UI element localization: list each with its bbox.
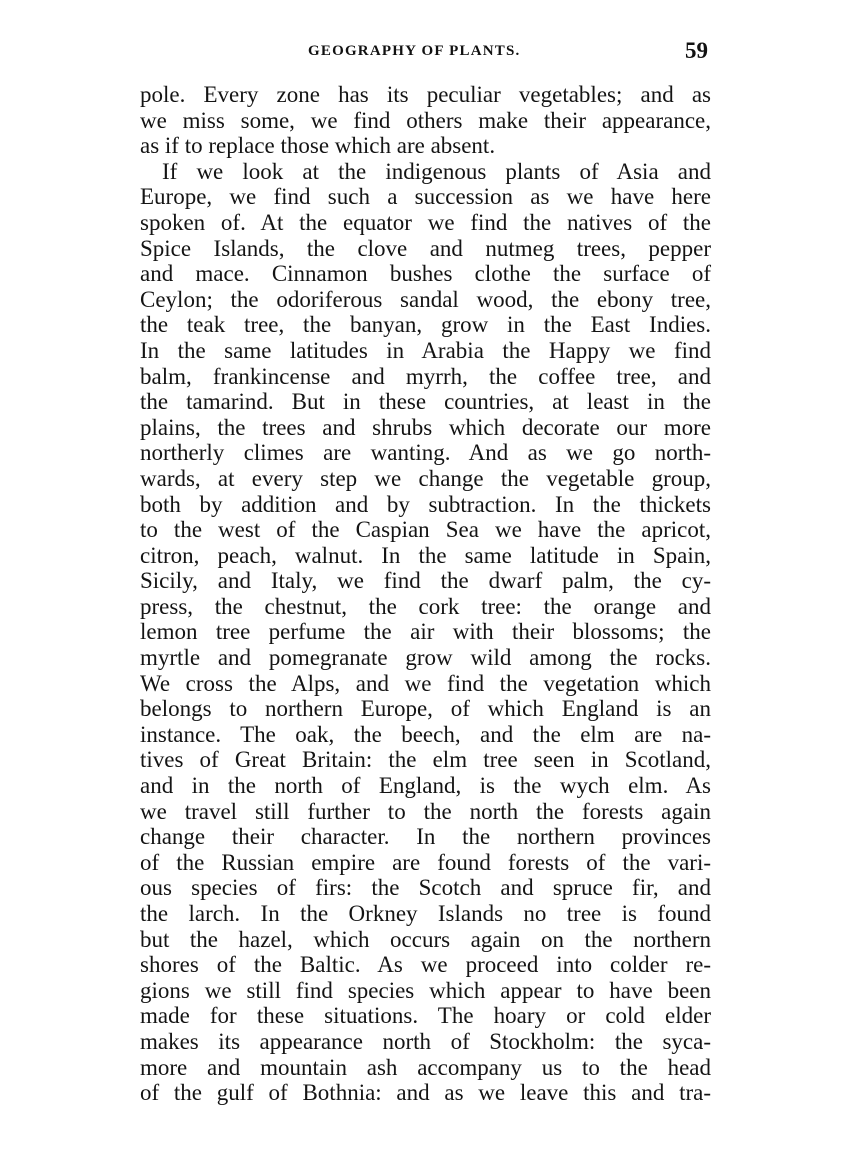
text-line: the larch. In the Orkney Islands no tree is found: [140, 901, 711, 926]
text-line: gions we still find species which appear to have been: [140, 977, 711, 1003]
text-line: the teak tree, the banyan, grow in the East Indies.: [140, 312, 711, 338]
text-line: as if to replace those which are absent.: [140, 133, 496, 159]
text-line: Sicily, and Italy, we find the dwarf palm, the cy-: [140, 568, 711, 594]
text-line: of the gulf of Bothnia: and as we leave this and tra-: [140, 1080, 711, 1106]
text-line: If we look at the indigenous plants of Asia and: [162, 158, 711, 184]
text-line: citron, peach, walnut. In the same latitude in Spain,: [140, 542, 711, 568]
text-line: to the west of the Caspian Sea we have the apricot,: [140, 517, 711, 543]
text-line: tives of Great Britain: the elm tree seen in Scotland,: [140, 747, 711, 773]
text-line: spoken of. At the equator we find the natives of the: [140, 209, 711, 235]
text-line: instance. The oak, the beech, and the elm are na-: [140, 721, 711, 747]
text-line: Europe, we find such a succession as we have here: [140, 184, 711, 210]
text-line: Spice Islands, the clove and nutmeg trees, pepper: [140, 235, 711, 261]
text-line: press, the chestnut, the cork tree: the orange and: [140, 593, 711, 619]
text-line: ous species of firs: the Scotch and spruce fir, and: [140, 875, 711, 901]
text-line: In the same latitudes in Arabia the Happy we find: [140, 337, 711, 363]
text-line: Ceylon; the odoriferous sandal wood, the ebony tree,: [140, 286, 711, 312]
text-line: northerly climes are wanting. And as we go north-: [140, 440, 711, 466]
running-head: [140, 40, 710, 70]
running-title: GEOGRAPHY OF PLANTS.: [308, 43, 521, 59]
text-line: lemon tree perfume the air with their blossoms; the: [140, 619, 711, 645]
text-line: the tamarind. But in these countries, at least in the: [140, 389, 711, 415]
text-line: more and mountain ash accompany us to the head: [140, 1054, 711, 1080]
text-line: shores of the Baltic. As we proceed into colder re-: [140, 952, 711, 978]
text-line: plains, the trees and shrubs which decorate our more: [140, 414, 711, 440]
text-line: balm, frankincense and myrrh, the coffee tree, and: [140, 363, 711, 389]
text-line: belongs to northern Europe, of which England is an: [140, 696, 711, 722]
text-line: we miss some, we find others make their appearance,: [140, 107, 711, 133]
text-line: both by addition and by subtraction. In the thickets: [140, 491, 711, 517]
text-line: and mace. Cinnamon bushes clothe the surface of: [140, 261, 711, 287]
text-line: and in the north of England, is the wych elm. As: [140, 773, 711, 799]
text-line: but the hazel, which occurs again on the northern: [140, 926, 711, 952]
text-line: change their character. In the northern provinces: [140, 824, 711, 850]
text-line: wards, at every step we change the vegetable group,: [140, 465, 711, 491]
text-line: of the Russian empire are found forests of the vari-: [140, 849, 711, 875]
page-number: 59: [685, 38, 708, 63]
text-line: pole. Every zone has its peculiar vegetables; and as: [140, 82, 711, 107]
text-line: We cross the Alps, and we find the vegetation which: [140, 670, 711, 696]
text-line: we travel still further to the north the forests again: [140, 798, 711, 824]
text-line: myrtle and pomegranate grow wild among the rocks.: [140, 645, 711, 671]
body-text: [140, 82, 711, 1106]
text-line: made for these situations. The hoary or cold elder: [140, 1003, 711, 1029]
text-line: makes its appearance north of Stockholm: the syca-: [140, 1028, 711, 1054]
